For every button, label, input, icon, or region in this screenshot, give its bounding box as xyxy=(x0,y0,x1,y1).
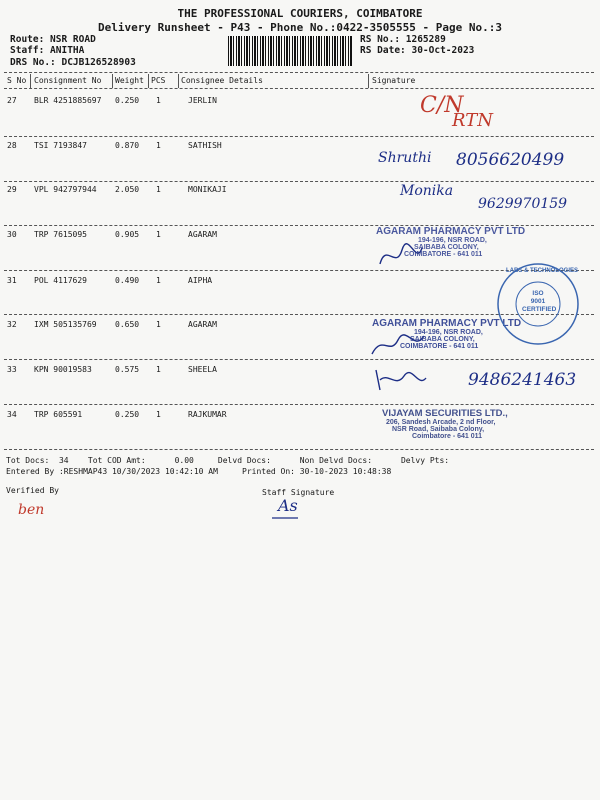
row-sno: 31 xyxy=(7,276,17,285)
stamp-line: NSR Road, Saibaba Colony, xyxy=(392,426,485,433)
row-consignee: RAJKUMAR xyxy=(188,410,227,419)
signature-shruthi: Shruthi xyxy=(378,150,432,166)
col-divider xyxy=(30,74,31,88)
row-consignment: TRP 605591 xyxy=(34,410,83,419)
iso-ring-text: LABS & TECHNOLOGIES xyxy=(506,268,579,274)
col-header-pcs: PCS xyxy=(151,76,166,85)
col-header-consignment: Consignment No xyxy=(34,76,102,85)
row-pcs: 1 xyxy=(156,185,161,194)
row-weight: 0.905 xyxy=(115,230,140,239)
row-rule xyxy=(4,449,594,450)
stamp-line: COIMBATORE - 641 011 xyxy=(400,343,479,350)
row-rule xyxy=(4,359,594,360)
agaram-stamp xyxy=(376,226,525,258)
staff-signature: As xyxy=(278,496,298,515)
signature-scribble xyxy=(370,364,430,394)
row-consignee: MONIKAJI xyxy=(188,185,227,194)
row-pcs: 1 xyxy=(156,276,161,285)
stamp-line: SAIBABA COLONY, xyxy=(414,244,479,251)
row-consignment: TSI 7193847 xyxy=(34,141,87,150)
row-sno: 29 xyxy=(7,185,17,194)
stamp-line: AGARAM PHARMACY PVT LTD xyxy=(376,226,526,237)
row-weight: 0.250 xyxy=(115,96,140,105)
col-header-consignee: Consignee Details xyxy=(181,76,263,85)
table-top-rule xyxy=(4,72,594,73)
stamp-line: SAIBABA COLONY, xyxy=(410,336,475,343)
signature-phone: 8056620499 xyxy=(456,150,565,170)
entered-by-line: Entered By :RESHMAP43 10/30/2023 10:42:10 AM Printed On: 30-10-2023 10:48:38 xyxy=(6,467,392,476)
row-consignment: TRP 7615095 xyxy=(34,230,87,239)
signature-rtn: RTN xyxy=(452,110,493,131)
row-sno: 34 xyxy=(7,410,17,419)
row-sno: 27 xyxy=(7,96,17,105)
vijayam-stamp xyxy=(382,408,508,440)
col-divider xyxy=(178,74,179,88)
verified-by-label: Verified By xyxy=(6,486,59,495)
row-weight: 2.050 xyxy=(115,185,140,194)
row-consignment: IXM 505135769 xyxy=(34,320,97,329)
signature-phone: 9629970159 xyxy=(478,196,568,212)
signature-underline xyxy=(270,514,300,522)
row-weight: 0.575 xyxy=(115,365,140,374)
row-consignment: KPN 90019583 xyxy=(34,365,92,374)
row-sno: 32 xyxy=(7,320,17,329)
table-header-rule xyxy=(4,88,594,89)
row-sno: 33 xyxy=(7,365,17,374)
row-consignee: AGARAM xyxy=(188,320,217,329)
iso-text: 9001 xyxy=(530,298,546,305)
col-divider xyxy=(148,74,149,88)
route-label: Route: NSR ROAD xyxy=(10,34,96,45)
stamp-line: AGARAM PHARMACY PVT LTD xyxy=(372,318,522,329)
row-consignment: VPL 942797944 xyxy=(34,185,97,194)
row-pcs: 1 xyxy=(156,96,161,105)
row-pcs: 1 xyxy=(156,230,161,239)
row-rule xyxy=(4,181,594,182)
staff-label: Staff: ANITHA xyxy=(10,45,85,56)
row-consignee: SHEELA xyxy=(188,365,217,374)
iso-seal-text xyxy=(522,290,557,314)
stamp-line: COIMBATORE - 641 011 xyxy=(404,251,483,258)
signature-phone: 9486241463 xyxy=(468,370,577,390)
stamp-line: 194-196, NSR ROAD, xyxy=(418,237,487,244)
row-sno: 28 xyxy=(7,141,17,150)
col-header-weight: Weight xyxy=(115,76,144,85)
iso-text: CERTIFIED xyxy=(522,306,557,313)
barcode xyxy=(228,36,353,66)
signature-cn: C/N xyxy=(420,93,464,118)
row-weight: 0.250 xyxy=(115,410,140,419)
totals-line: Tot Docs: 34 Tot COD Amt: 0.00 Delvd Docs: Non Delvd Docs: Delvy Pts: xyxy=(6,456,450,465)
stamp-line: Coimbatore - 641 011 xyxy=(412,433,483,440)
col-header-sno: S No xyxy=(7,76,27,85)
row-consignee: JERLIN xyxy=(188,96,217,105)
row-weight: 0.650 xyxy=(115,320,140,329)
row-sno: 30 xyxy=(7,230,17,239)
signature-monika: Monika xyxy=(400,183,454,199)
row-weight: 0.870 xyxy=(115,141,140,150)
stamp-line: VIJAYAM SECURITIES LTD., xyxy=(382,408,508,419)
row-pcs: 1 xyxy=(156,141,161,150)
row-rule xyxy=(4,404,594,405)
staff-signature-label: Staff Signature xyxy=(262,488,335,497)
stamp-line: 206, Sandesh Arcade, 2 nd Floor, xyxy=(386,419,496,426)
row-consignee: AIPHA xyxy=(188,276,213,285)
row-consignment: POL 4117629 xyxy=(34,276,87,285)
rs-date: RS Date: 30-Oct-2023 xyxy=(360,45,475,56)
drs-number: DRS No.: DCJB126528903 xyxy=(10,57,136,68)
row-weight: 0.490 xyxy=(115,276,140,285)
rs-number: RS No.: 1265289 xyxy=(360,34,446,45)
col-header-signature: Signature xyxy=(372,76,416,85)
row-consignment: BLR 4251885697 xyxy=(34,96,102,105)
col-divider xyxy=(112,74,113,88)
verified-signature: ben xyxy=(18,502,45,518)
row-pcs: 1 xyxy=(156,410,161,419)
row-consignee: SATHISH xyxy=(188,141,222,150)
stamp-line: 194-196, NSR ROAD, xyxy=(414,329,483,336)
col-divider xyxy=(368,74,369,88)
row-rule xyxy=(4,136,594,137)
runsheet-title: Delivery Runsheet - P43 - Phone No.:0422-3505555 - Page No.:3 xyxy=(98,21,502,34)
row-pcs: 1 xyxy=(156,320,161,329)
iso-text: ISO xyxy=(532,290,544,297)
company-title: THE PROFESSIONAL COURIERS, COIMBATORE xyxy=(177,7,423,20)
row-pcs: 1 xyxy=(156,365,161,374)
row-consignee: AGARAM xyxy=(188,230,217,239)
